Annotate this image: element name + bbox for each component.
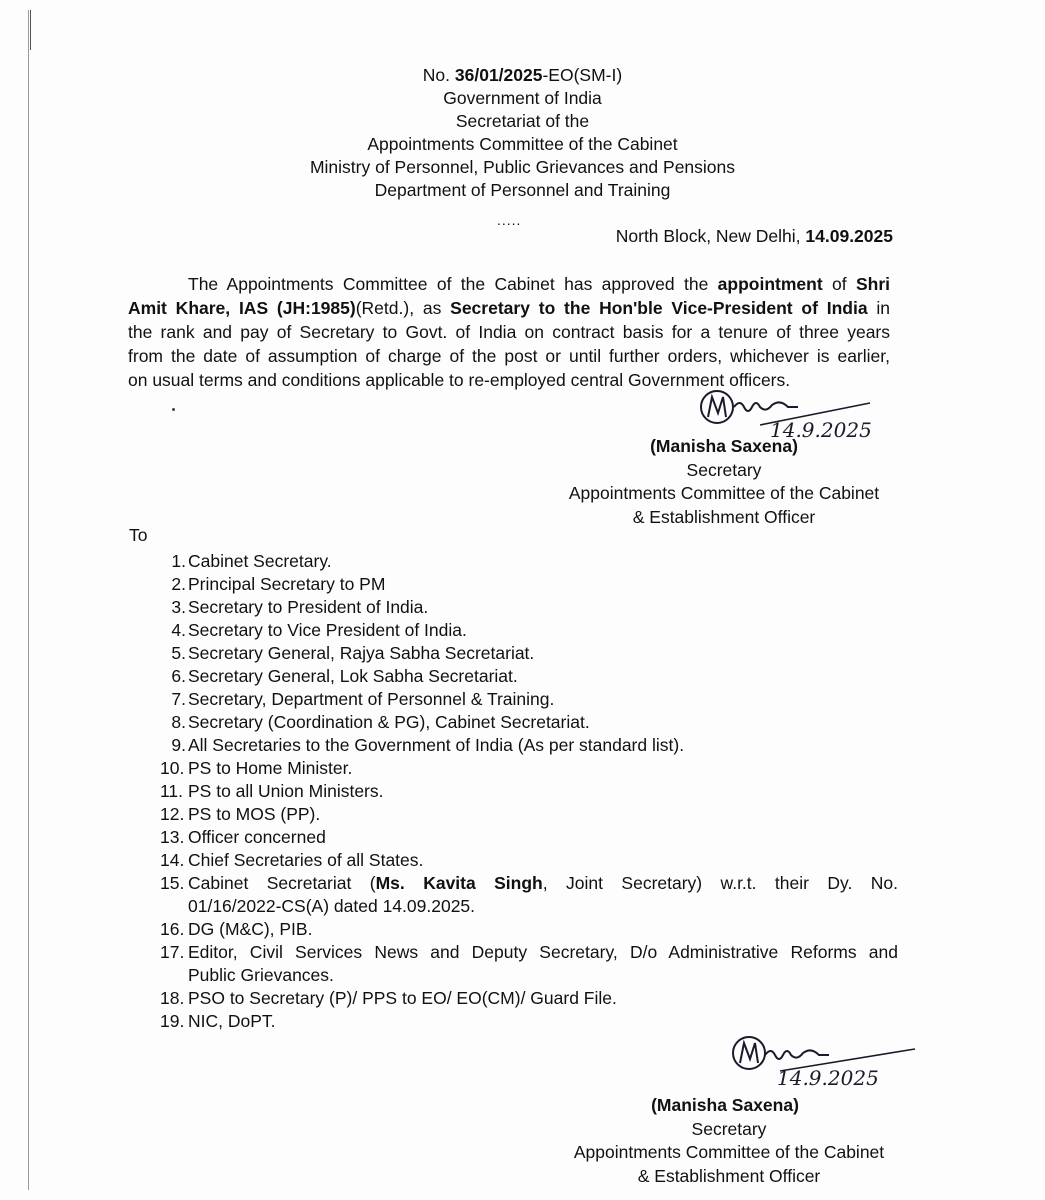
list-item-number: 13. [160, 827, 185, 847]
list-item-text: Chief Secretaries of all States. [188, 850, 424, 870]
signatory-1-name: (Manisha Saxena) [650, 436, 798, 456]
signature-1-date: 14.9.2025 [770, 418, 872, 442]
list-item-number: 19. [160, 1011, 185, 1031]
page-edge-mark [30, 10, 31, 50]
list-item-text: Secretary, Department of Personnel & Training. [188, 689, 555, 709]
list-item-text: Secretary (Coordination & PG), Cabinet Secretariat. [188, 712, 590, 732]
header-secretariat: Secretariat of the [455, 111, 590, 131]
list-item-number: 17. [160, 942, 185, 962]
list-item-number: 2. [171, 574, 186, 594]
order-paragraph [128, 272, 890, 392]
signatory-2-role: & Establishment Officer [637, 1165, 821, 1186]
place-date: North Block, New Delhi, 14.09.2025 [615, 226, 893, 246]
list-item-number: 10. [160, 758, 185, 778]
list-item-text: PS to all Union Ministers. [188, 781, 384, 801]
header-committee: Appointments Committee of the Cabinet [367, 134, 678, 154]
reference-number: No. 36/01/2025-EO(SM-I) [422, 65, 623, 85]
header-government: Government of India [443, 88, 602, 108]
signature-2-block [562, 1094, 896, 1188]
list-item-number: 12. [160, 804, 185, 824]
header-department: Department of Personnel and Training [374, 180, 671, 200]
signatory-2-name: (Manisha Saxena) [651, 1095, 799, 1115]
to-label: To [129, 525, 148, 545]
list-item-number: 5. [171, 643, 186, 663]
list-item-text: Secretary to Vice President of India. [188, 620, 467, 640]
list-item-text: Cabinet Secretary. [188, 551, 332, 571]
list-item-number: 4. [171, 620, 186, 640]
list-item-number: 18. [160, 988, 185, 1008]
list-item-number: 9. [171, 735, 186, 755]
signature-2-image [725, 1025, 935, 1095]
list-item-number: 1. [171, 551, 186, 571]
paragraph-line-1: The Appointments Committee of the Cabinet has approved the appointment of Shri [188, 274, 890, 294]
list-item-text: Cabinet Secretariat (Ms. Kavita Singh, Joint Secretary) w.r.t. their Dy. No. 01/16/2022-CS(A) dated 14.09.2025. [188, 873, 898, 916]
stray-dot [172, 408, 175, 411]
paragraph-line-3: the rank and pay of Secretary to Govt. of India on contract basis for a tenure of three years [128, 322, 890, 342]
signatory-1-role: & Establishment Officer [632, 506, 816, 527]
list-item-text: All Secretaries to the Government of India (As per standard list). [188, 735, 685, 755]
list-item-text: PS to Home Minister. [188, 758, 353, 778]
list-item-text: Editor, Civil Services News and Deputy Secretary, D/o Administrative Reforms and Public Grievances. [188, 942, 898, 985]
paragraph-line-5: on usual terms and conditions applicable to re-employed central Government officers. [128, 370, 791, 390]
list-item-number: 11. [160, 781, 184, 801]
list-item-text: Secretary General, Rajya Sabha Secretariat. [188, 643, 535, 663]
list-item-number: 16. [160, 919, 185, 939]
list-item-text: Secretary to President of India. [188, 597, 429, 617]
paragraph-line-2: Amit Khare, IAS (JH:1985)(Retd.), as Secretary to the Hon'ble Vice-President of India in [128, 298, 890, 318]
header-ministry: Ministry of Personnel, Public Grievances and Pensions [309, 157, 736, 177]
list-item-text: PS to MOS (PP). [188, 804, 321, 824]
list-item-text: Secretary General, Lok Sabha Secretariat. [188, 666, 518, 686]
list-item-number: 3. [171, 597, 186, 617]
signatory-1-org: Appointments Committee of the Cabinet [568, 483, 880, 503]
signature-1-block [557, 435, 891, 529]
list-item-number: 14. [160, 850, 185, 870]
list-item-text: Principal Secretary to PM [188, 574, 386, 594]
list-item-text: DG (M&C), PIB. [188, 919, 313, 939]
signatory-2-org: Appointments Committee of the Cabinet [573, 1142, 885, 1162]
signatory-1-title: Secretary [686, 459, 762, 480]
paragraph-line-4: from the date of assumption of charge of the post or until further orders, whichever is earlier, [128, 346, 890, 366]
signatory-2-title: Secretary [691, 1118, 767, 1139]
signature-2-date: 14.9.2025 [777, 1066, 879, 1090]
list-item-text: Officer concerned [188, 827, 326, 847]
list-item-text: NIC, DoPT. [188, 1011, 276, 1031]
list-item-number: 8. [171, 712, 186, 732]
list-item-number: 15. [160, 873, 185, 893]
list-item-number: 7. [171, 689, 186, 709]
list-item-number: 6. [171, 666, 186, 686]
header-separator: ..... [497, 212, 522, 228]
list-item-text: PSO to Secretary (P)/ PPS to EO/ EO(CM)/ Guard File. [188, 988, 617, 1008]
